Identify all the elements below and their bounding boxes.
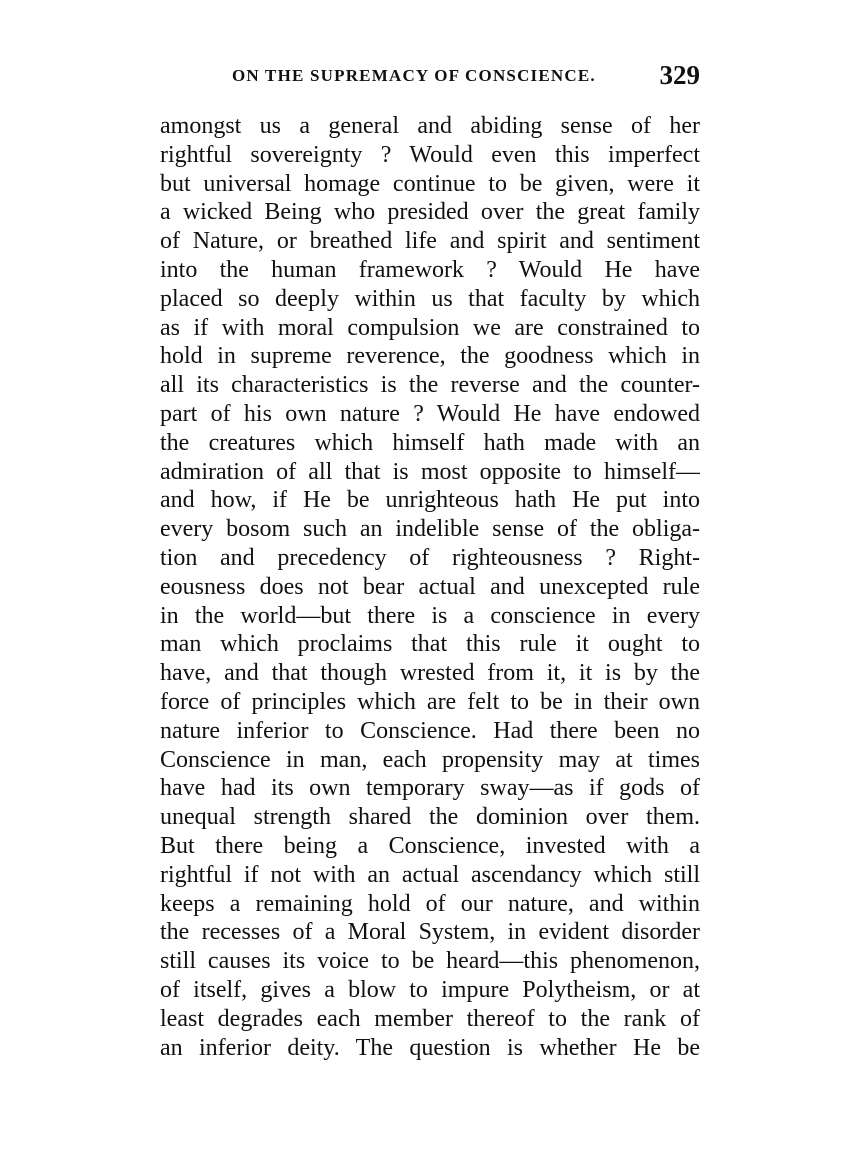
text-line: and how, if He be unrighteous hath He put into bbox=[160, 487, 700, 514]
text-line: hold in supreme reverence, the goodness which in bbox=[160, 343, 700, 370]
running-title: ON THE SUPREMACY OF CONSCIENCE. bbox=[232, 66, 596, 85]
text-line: keeps a remaining hold of our nature, and within bbox=[160, 890, 700, 917]
text-line: as if with moral compulsion we are constrained to bbox=[160, 314, 700, 341]
text-line: still causes its voice to be heard—this phenomenon, bbox=[160, 948, 700, 975]
text-line: every bosom such an indelible sense of the obliga- bbox=[160, 516, 700, 543]
text-line: part of his own nature ? Would He have endowed bbox=[160, 400, 700, 427]
text-line: amongst us a general and abiding sense of her bbox=[160, 113, 700, 139]
text-line: man which proclaims that this rule it ought to bbox=[160, 631, 700, 658]
text-line: admiration of all that is most opposite to himself— bbox=[160, 458, 700, 485]
text-line: rightful sovereignty ? Would even this imperfect bbox=[160, 141, 700, 168]
text-line: of itself, gives a blow to impure Polytheism, or at bbox=[160, 976, 700, 1003]
text-line: an inferior deity. The question is whether He be bbox=[160, 1034, 700, 1061]
text-line: tion and precedency of righteousness ? Right- bbox=[160, 544, 700, 571]
text-line: of Nature, or breathed life and spirit and sentiment bbox=[160, 228, 700, 255]
text-line: eousness does not bear actual and unexcepted rule bbox=[160, 573, 700, 600]
running-head bbox=[160, 62, 700, 94]
text-line: the recesses of a Moral System, in evident disorder bbox=[160, 919, 700, 946]
text-line: Conscience in man, each propensity may at times bbox=[160, 746, 700, 773]
text-line: the creatures which himself hath made with an bbox=[160, 429, 700, 456]
text-line: but universal homage continue to be given, were it bbox=[160, 170, 700, 197]
text-line: nature inferior to Conscience. Had there been no bbox=[160, 717, 700, 744]
text-line: placed so deeply within us that faculty by which bbox=[160, 285, 700, 312]
page-number: 329 bbox=[659, 60, 700, 90]
text-line: a wicked Being who presided over the great family bbox=[160, 199, 700, 226]
text-line: least degrades each member thereof to the rank of bbox=[160, 1005, 700, 1032]
text-line: all its characteristics is the reverse and the counter- bbox=[160, 372, 700, 399]
text-line: unequal strength shared the dominion over them. bbox=[160, 804, 700, 831]
text-line: have, and that though wrested from it, it is by the bbox=[160, 660, 700, 687]
text-line: But there being a Conscience, invested with a bbox=[160, 832, 700, 859]
text-line: rightful if not with an actual ascendancy which still bbox=[160, 861, 700, 888]
text-line: in the world—but there is a conscience in every bbox=[160, 602, 700, 629]
body-text bbox=[160, 112, 700, 1062]
text-line: into the human framework ? Would He have bbox=[160, 256, 700, 283]
text-line: have had its own temporary sway—as if gods of bbox=[160, 775, 700, 802]
text-line: force of principles which are felt to be in their own bbox=[160, 688, 700, 715]
